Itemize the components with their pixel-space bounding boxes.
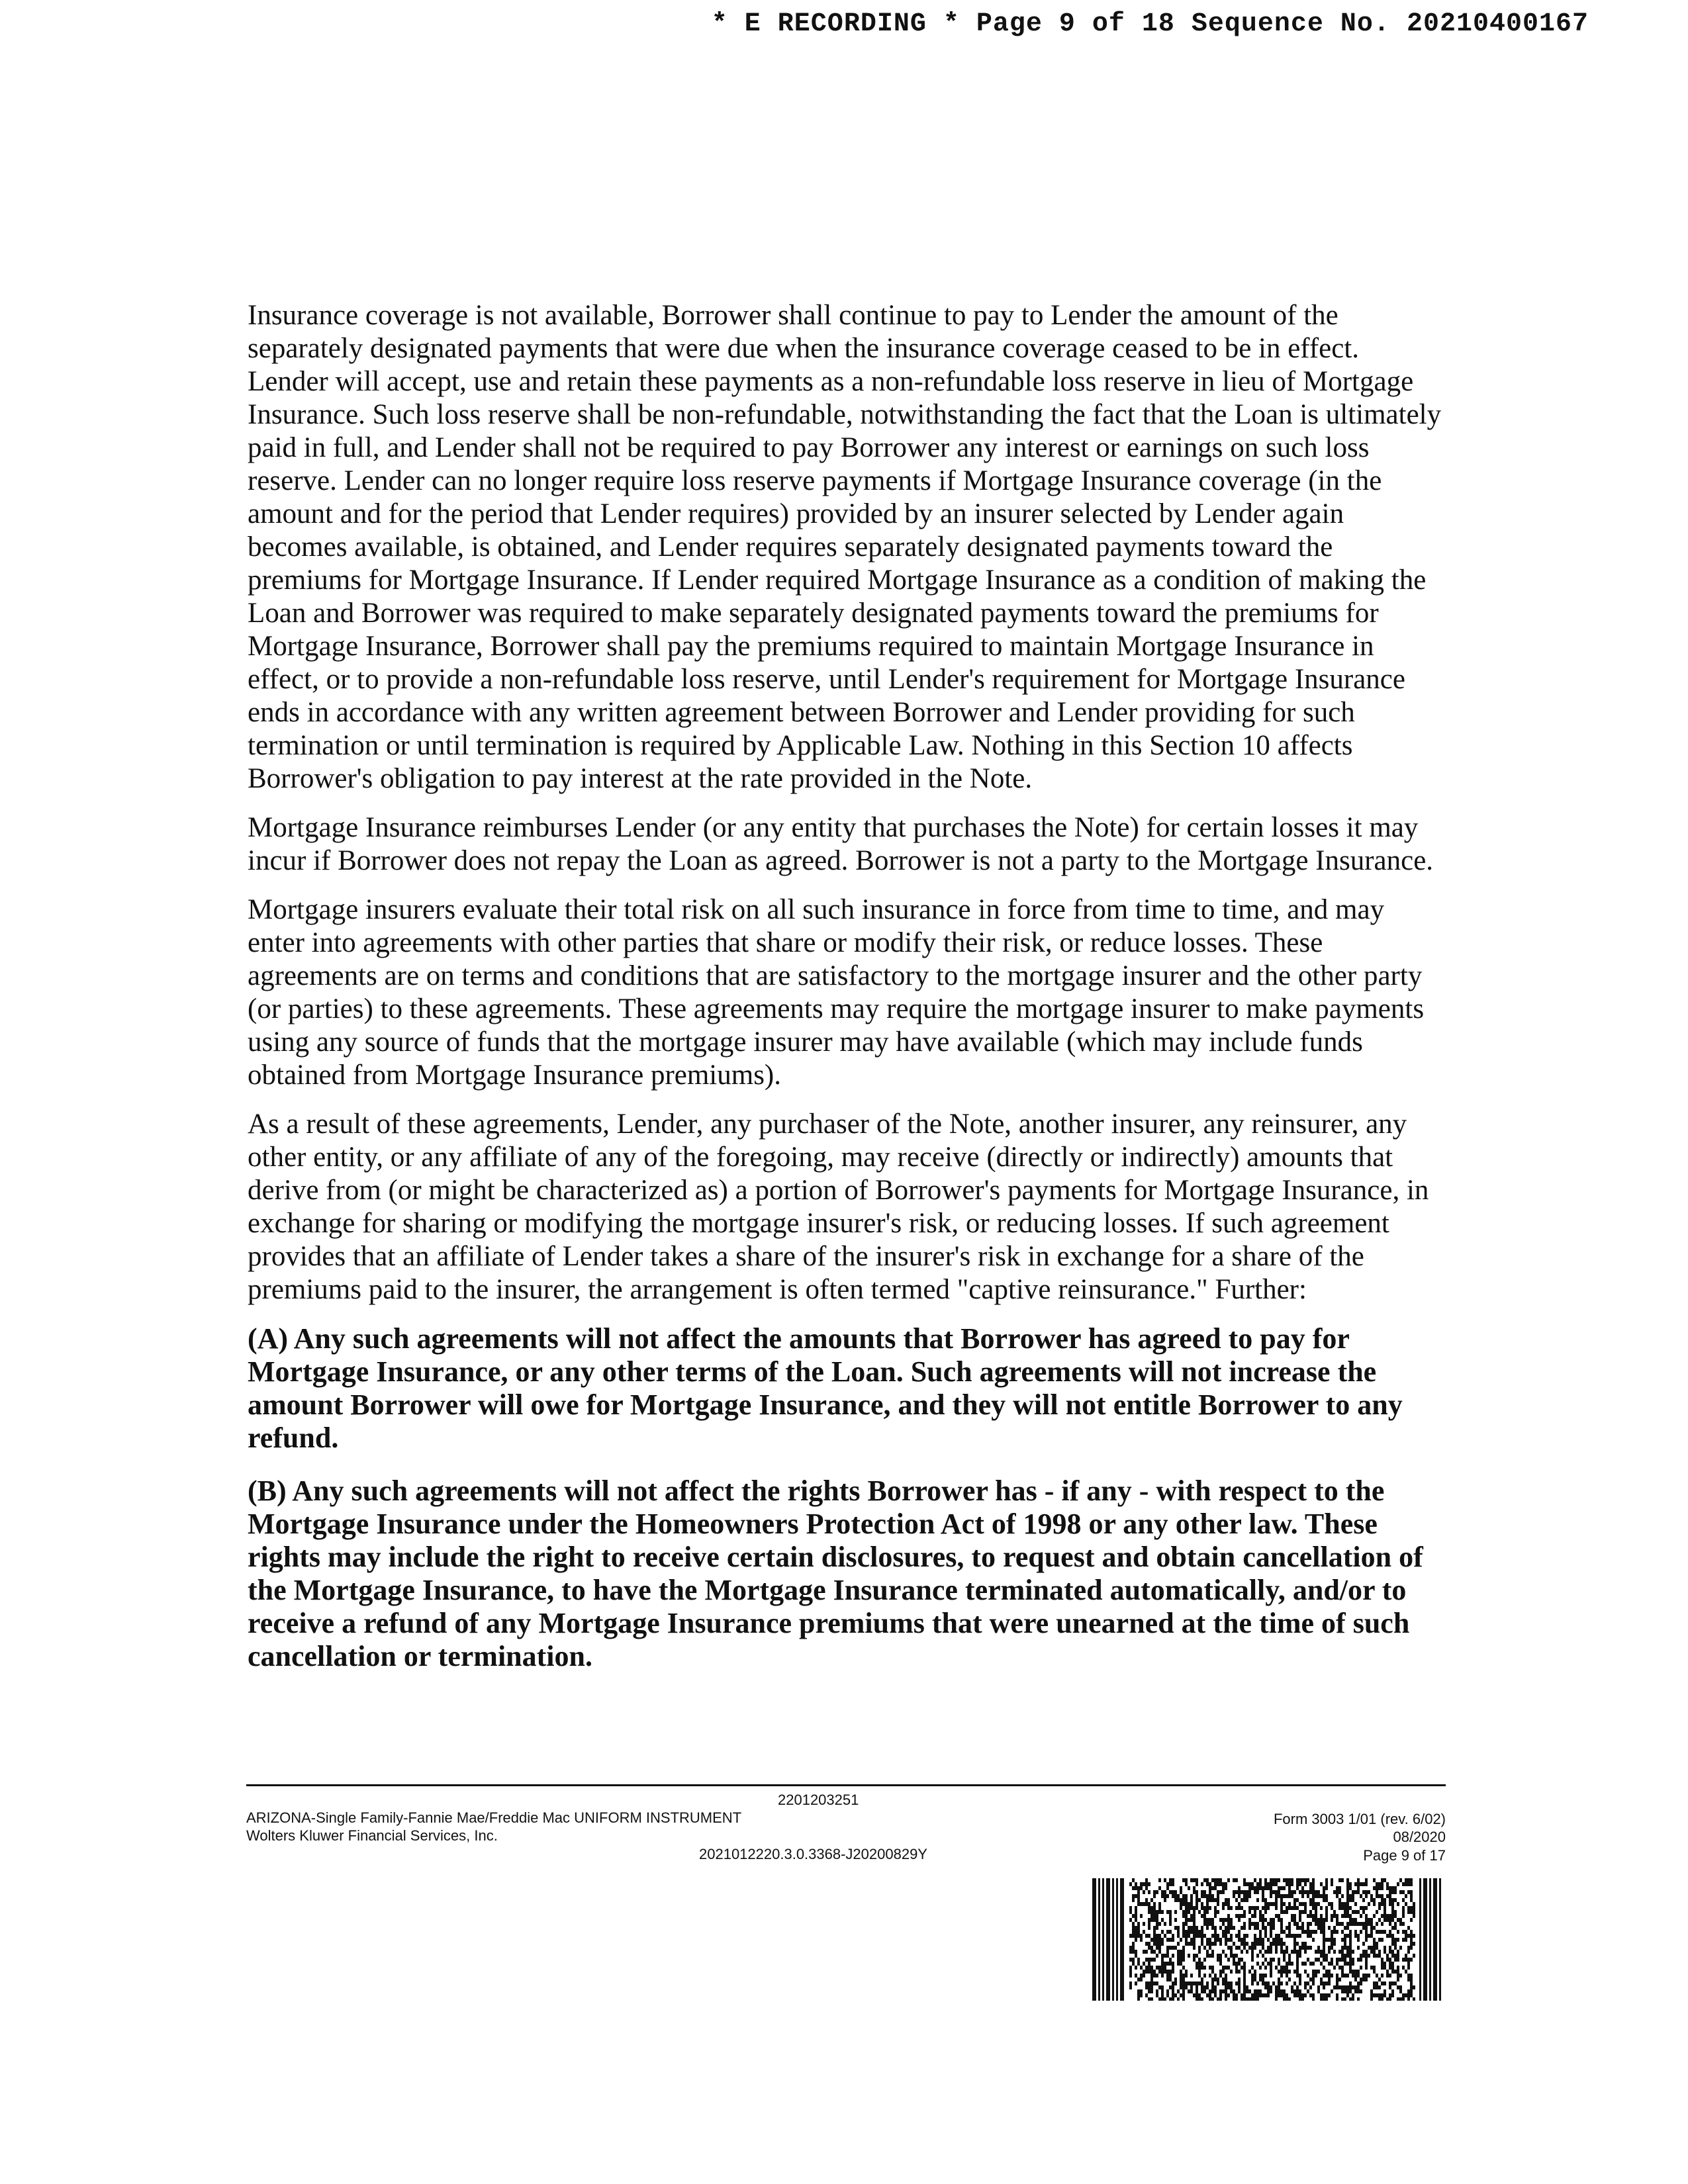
barcode-icon [1092, 1878, 1443, 2001]
document-body [248, 299, 1446, 1693]
footer-doc-id: 2021012220.3.0.3368-J20200829Y [699, 1846, 927, 1862]
footer-page-number: Page 9 of 17 [1363, 1847, 1446, 1864]
paragraph-insurance-coverage: Insurance coverage is not available, Borrower shall continue to pay to Lender the amount of the separately designated payments that were due when the insurance coverage ceased to be in effect. Lender will accept, use and retain these payments as a non-refundable loss reserve in lieu of Mortgage Insurance. Such loss reserve shall be non-refundable, notwithstanding the fact that the Loan is ultimately paid in full, and Lender shall not be required to pay Borrower any interest or earnings on such loss reserve. Lender can no longer require loss reserve payments if Mortgage Insurance coverage (in the amount and for the period that Lender requires) provided by an insurer selected by Lender again becomes available, is obtained, and Lender requires separately designated payments toward the premiums for Mortgage Insurance. If Lender required Mortgage Insurance as a condition of making the Loan and Borrower was required to make separately designated payments toward the premiums for Mortgage Insurance, Borrower shall pay the premiums required to maintain Mortgage Insurance in effect, or to provide a non-refundable loss reserve, until Lender's requirement for Mortgage Insurance ends in accordance with any written agreement between Borrower and Lender providing for such termination or until termination is required by Applicable Law. Nothing in this Section 10 affects Borrower's obligation to pay interest at the rate provided in the Note. [248, 300, 1442, 794]
footer-divider [246, 1784, 1446, 1786]
footer-loan-number: 2201203251 [778, 1792, 859, 1808]
paragraph-clause-a: (A) Any such agreements will not affect the amounts that Borrower has agreed to pay for Mortgage Insurance, or any other terms of the Loan. Such agreements will not increase the amount Borrower will owe for Mortgage Insurance, and they will not entitle Borrower to any refund. [248, 1322, 1403, 1454]
footer-revision: 08/2020 [1393, 1829, 1446, 1845]
footer-instrument: ARIZONA-Single Family-Fannie Mae/Freddie Mac UNIFORM INSTRUMENT [246, 1809, 742, 1826]
paragraph-mortgage-insurers-evaluate: Mortgage insurers evaluate their total risk on all such insurance in force from time to time, and may enter into agreements with other parties that share or modify their risk, or reduce losses. These agreements are on terms and conditions that are satisfactory to the mortgage insurer and the other party (or parties) to these agreements. These agreements may require the mortgage insurer to make payments using any source of funds that the mortgage insurer may have available (which may include funds obtained from Mortgage Insurance premiums). [248, 894, 1425, 1091]
paragraph-clause-b: (B) Any such agreements will not affect the rights Borrower has - if any - with respect to the Mortgage Insurance under the Homeowners Protection Act of 1998 or any other law. These rights may include the right to receive certain disclosures, to request and obtain cancellation of the Mortgage Insurance, to have the Mortgage Insurance terminated automatically, and/or to receive a refund of any Mortgage Insurance premiums that were unearned at the time of such cancellation or termination. [248, 1475, 1423, 1672]
paragraph-result-of-agreements: As a result of these agreements, Lender, any purchaser of the Note, another insurer, any reinsurer, any other entity, or any affiliate of any of the foregoing, may receive (directly or indirectly) amounts that derive from (or might be characterized as) a portion of Borrower's payments for Mortgage Insurance, in exchange for sharing or modifying the mortgage insurer's risk, or reducing losses. If such agreement provides that an affiliate of Lender takes a share of the insurer's risk in exchange for a share of the premiums paid to the insurer, the arrangement is often termed "captive reinsurance." Further: [248, 1109, 1429, 1305]
footer-publisher: Wolters Kluwer Financial Services, Inc. [246, 1827, 498, 1844]
recording-header: * E RECORDING * Page 9 of 18 Sequence No. 20210400167 [711, 9, 1589, 39]
paragraph-mortgage-insurance-reimburses: Mortgage Insurance reimburses Lender (or any entity that purchases the Note) for certain losses it may incur if Borrower does not repay the Loan as agreed. Borrower is not a party to the Mortgage Insurance. [248, 812, 1434, 876]
footer-form: Form 3003 1/01 (rev. 6/02) [1273, 1811, 1446, 1827]
